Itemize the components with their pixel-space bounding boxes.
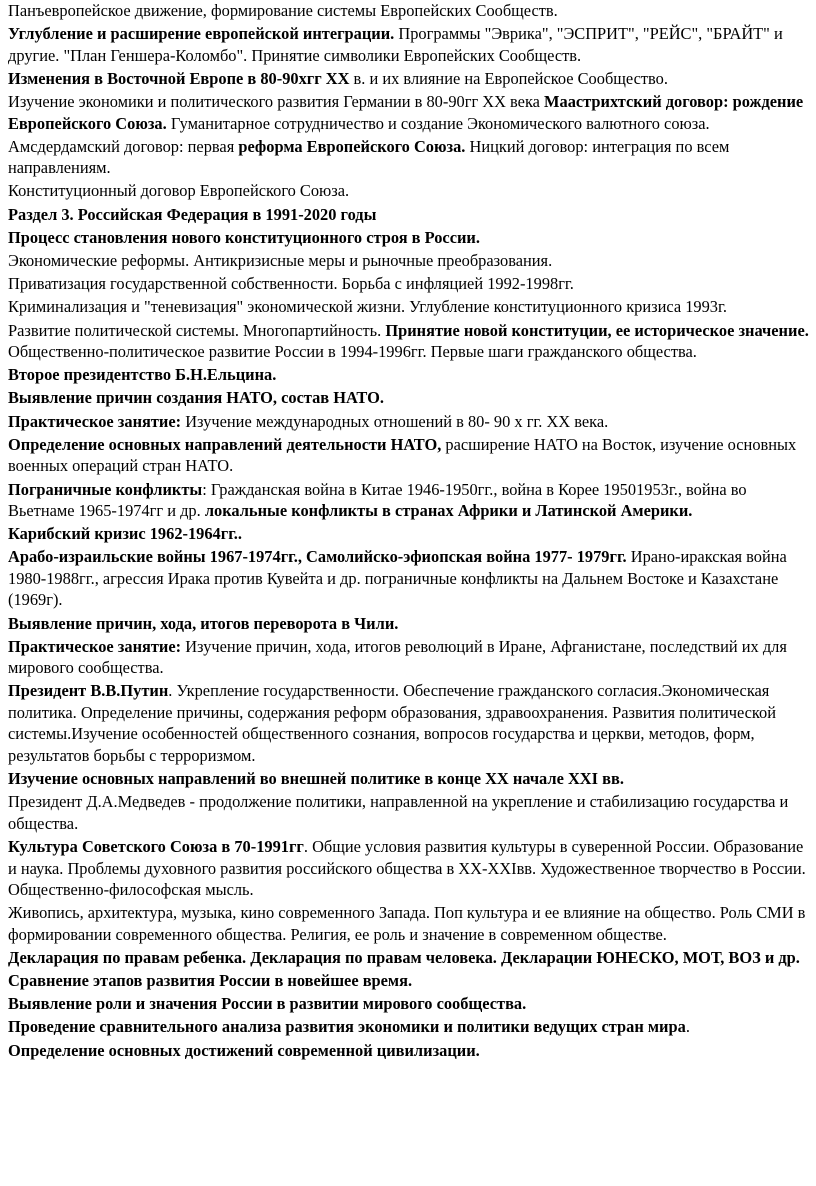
text-run: Экономические реформы. Антикризисные меры и рыночные преобразования. (8, 251, 553, 270)
bold-text-run: Президент В.В.Путин (8, 681, 169, 701)
paragraph (8, 523, 810, 545)
bold-text-run: Выявление причин, хода, итогов переворота в Чили. (8, 613, 399, 633)
bold-text-run: Раздел 3. Российская Федерация в 1991-2020 годы (8, 204, 377, 224)
paragraph (8, 434, 810, 477)
paragraph (8, 364, 810, 386)
paragraph (8, 680, 810, 766)
paragraph (8, 273, 810, 295)
text-run: . Общие условия развития культуры в суверенной России. Образование и наука. Проблемы духовного развития российского общества в XX-XXIвв. Художественное творчество в России. Общественно-философская мысль. (8, 837, 806, 899)
paragraph (8, 0, 810, 22)
bold-text-run: Проведение сравнительного анализа развития экономики и политики ведущих стран мира (8, 1017, 686, 1037)
paragraph (8, 136, 810, 179)
bold-text-run: реформа Европейского Союза. (238, 136, 466, 156)
paragraph (8, 791, 810, 834)
bold-text-run: Пограничные конфликты (8, 479, 203, 499)
text-run: Общественно-политическое развитие России в 1994-1996гг. Первые шаги гражданского общества. (8, 342, 697, 362)
paragraph (8, 1016, 810, 1038)
paragraph (8, 411, 810, 433)
bold-text-run: Выявление роли и значения России в развитии мирового сообщества. (8, 994, 527, 1014)
bold-text-run: Декларация по правам ребенка. Декларация по правам человека. Декларации ЮНЕСКО, МОТ, ВОЗ и др. (8, 947, 800, 967)
text-run: Амсдердамский договор: первая (8, 136, 239, 156)
text-run: Изучение международных отношений в 80- 90 х гг. XX века. (181, 411, 609, 431)
text-run: Приватизация государственной собственности. Борьба с инфляцией 1992-1998гг. (8, 274, 574, 294)
paragraph (8, 204, 810, 226)
paragraph (8, 613, 810, 635)
paragraph (8, 546, 810, 611)
bold-text-run: Процесс становления нового конституционного строя в России. (8, 227, 480, 247)
paragraph (8, 296, 810, 318)
text-run: Ницкий договор: интеграция по всем направлениям. (8, 136, 730, 178)
text-run: Ирано-иракская война 1980-1988гг., агрессия Ирака против Кувейта и др. пограничные конфликты на Дальнем Востоке и Казахстане (1969г). (8, 547, 787, 610)
text-run: . (685, 1017, 690, 1037)
text-run: Гуманитарное сотрудничество и создание Экономического валютного союза. (166, 113, 710, 133)
text-run: Криминализация и "теневизация" экономической жизни. Углубление конституционного кризиса 1993г. (8, 297, 727, 317)
bold-text-run: Практическое занятие: (8, 411, 182, 431)
paragraph (8, 227, 810, 249)
paragraph (8, 993, 810, 1015)
paragraph (8, 768, 810, 790)
text-run: Живопись, архитектура, музыка, кино современного Запада. Поп культура и ее влияние на общество. Роль СМИ в формировании современного общества. Религия, ее роль и значение в современном обществе. (8, 903, 806, 944)
bold-text-run: Маастрихтский договор: рождение Европейского Союза. (8, 92, 804, 133)
paragraph (8, 320, 810, 363)
paragraph (8, 23, 810, 66)
paragraph (8, 91, 810, 134)
paragraph (8, 479, 810, 522)
text-run: : Гражданская война в Китае 1946-1950гг., война в Корее 19501953г., война во Вьетнаме 1965-1974гг и др. (8, 479, 747, 520)
text-run: Изучение экономики и политического развития Германии в 80-90гг XX века (8, 92, 545, 112)
paragraph (8, 1040, 810, 1062)
bold-text-run: Второе президентство Б.Н.Ельцина. (8, 365, 277, 385)
paragraph (8, 836, 810, 901)
paragraph (8, 180, 810, 202)
paragraph (8, 250, 810, 272)
bold-text-run: Определение основных достижений современной цивилизации. (8, 1040, 480, 1060)
paragraph (8, 970, 810, 992)
paragraph (8, 947, 810, 969)
bold-text-run: Углубление и расширение европейской интеграции. (8, 24, 395, 44)
bold-text-run: Практическое занятие: (8, 636, 182, 656)
text-run: Панъевропейское движение, формирование системы Европейских Сообществ. (8, 1, 558, 20)
bold-text-run: локальные конфликты в странах Африки и Латинской Америки. (204, 501, 693, 520)
text-run: . Укрепление государственности. Обеспечение гражданского согласия.Экономическая политика. Определение причины, содержания реформ образования, здравоохранения. Развития политической системы.Изучение особенностей общественного сознания, вопросов государства и церкви, методов, форм, результатов борьбы с терроризмом. (8, 681, 777, 765)
bold-text-run: Определение основных направлений деятельности НАТО, (8, 434, 442, 454)
bold-text-run: Изменения в Восточной Европе в 80-90хгг XX (8, 68, 350, 88)
paragraph (8, 68, 810, 90)
bold-text-run: Принятие новой конституции, ее историческое значение. (385, 320, 809, 340)
text-run: Программы "Эврика", "ЭСПРИТ", "РЕЙС", "БРАЙТ" и другие. "План Геншера-Коломбо". Принятие символики Европейских Сообществ. (8, 24, 783, 65)
text-run: Развитие политической системы. Многопартийность. (8, 320, 386, 340)
paragraph (8, 387, 810, 409)
text-run: Изучение причин, хода, итогов революций в Иране, Афганистане, последствий их для мирового сообщества. (8, 636, 787, 678)
bold-text-run: Арабо-израильские войны 1967-1974гг., Самолийско-эфиопская война 1977- 1979гг. (8, 547, 627, 567)
bold-text-run: Культура Советского Союза в 70-1991гг (8, 837, 304, 856)
text-run: в. и их влияние на Европейское Сообщество. (349, 68, 668, 88)
paragraph (8, 902, 810, 945)
paragraph (8, 636, 810, 679)
bold-text-run: Сравнение этапов развития России в новейшее время. (8, 971, 413, 991)
text-run: расширение НАТО на Восток, изучение основных военных операций стран НАТО. (8, 434, 797, 476)
bold-text-run: Изучение основных направлений во внешней политике в конце XX начале XXI вв. (8, 769, 624, 789)
bold-text-run: Карибский кризис 1962-1964гг.. (8, 524, 242, 544)
text-run: Конституционный договор Европейского Союза. (8, 181, 350, 201)
text-run: Президент Д.А.Медведев - продолжение политики, направленной на укрепление и стабилизацию государства и общества. (8, 792, 789, 833)
bold-text-run: Выявление причин создания НАТО, состав НАТО. (8, 388, 384, 408)
